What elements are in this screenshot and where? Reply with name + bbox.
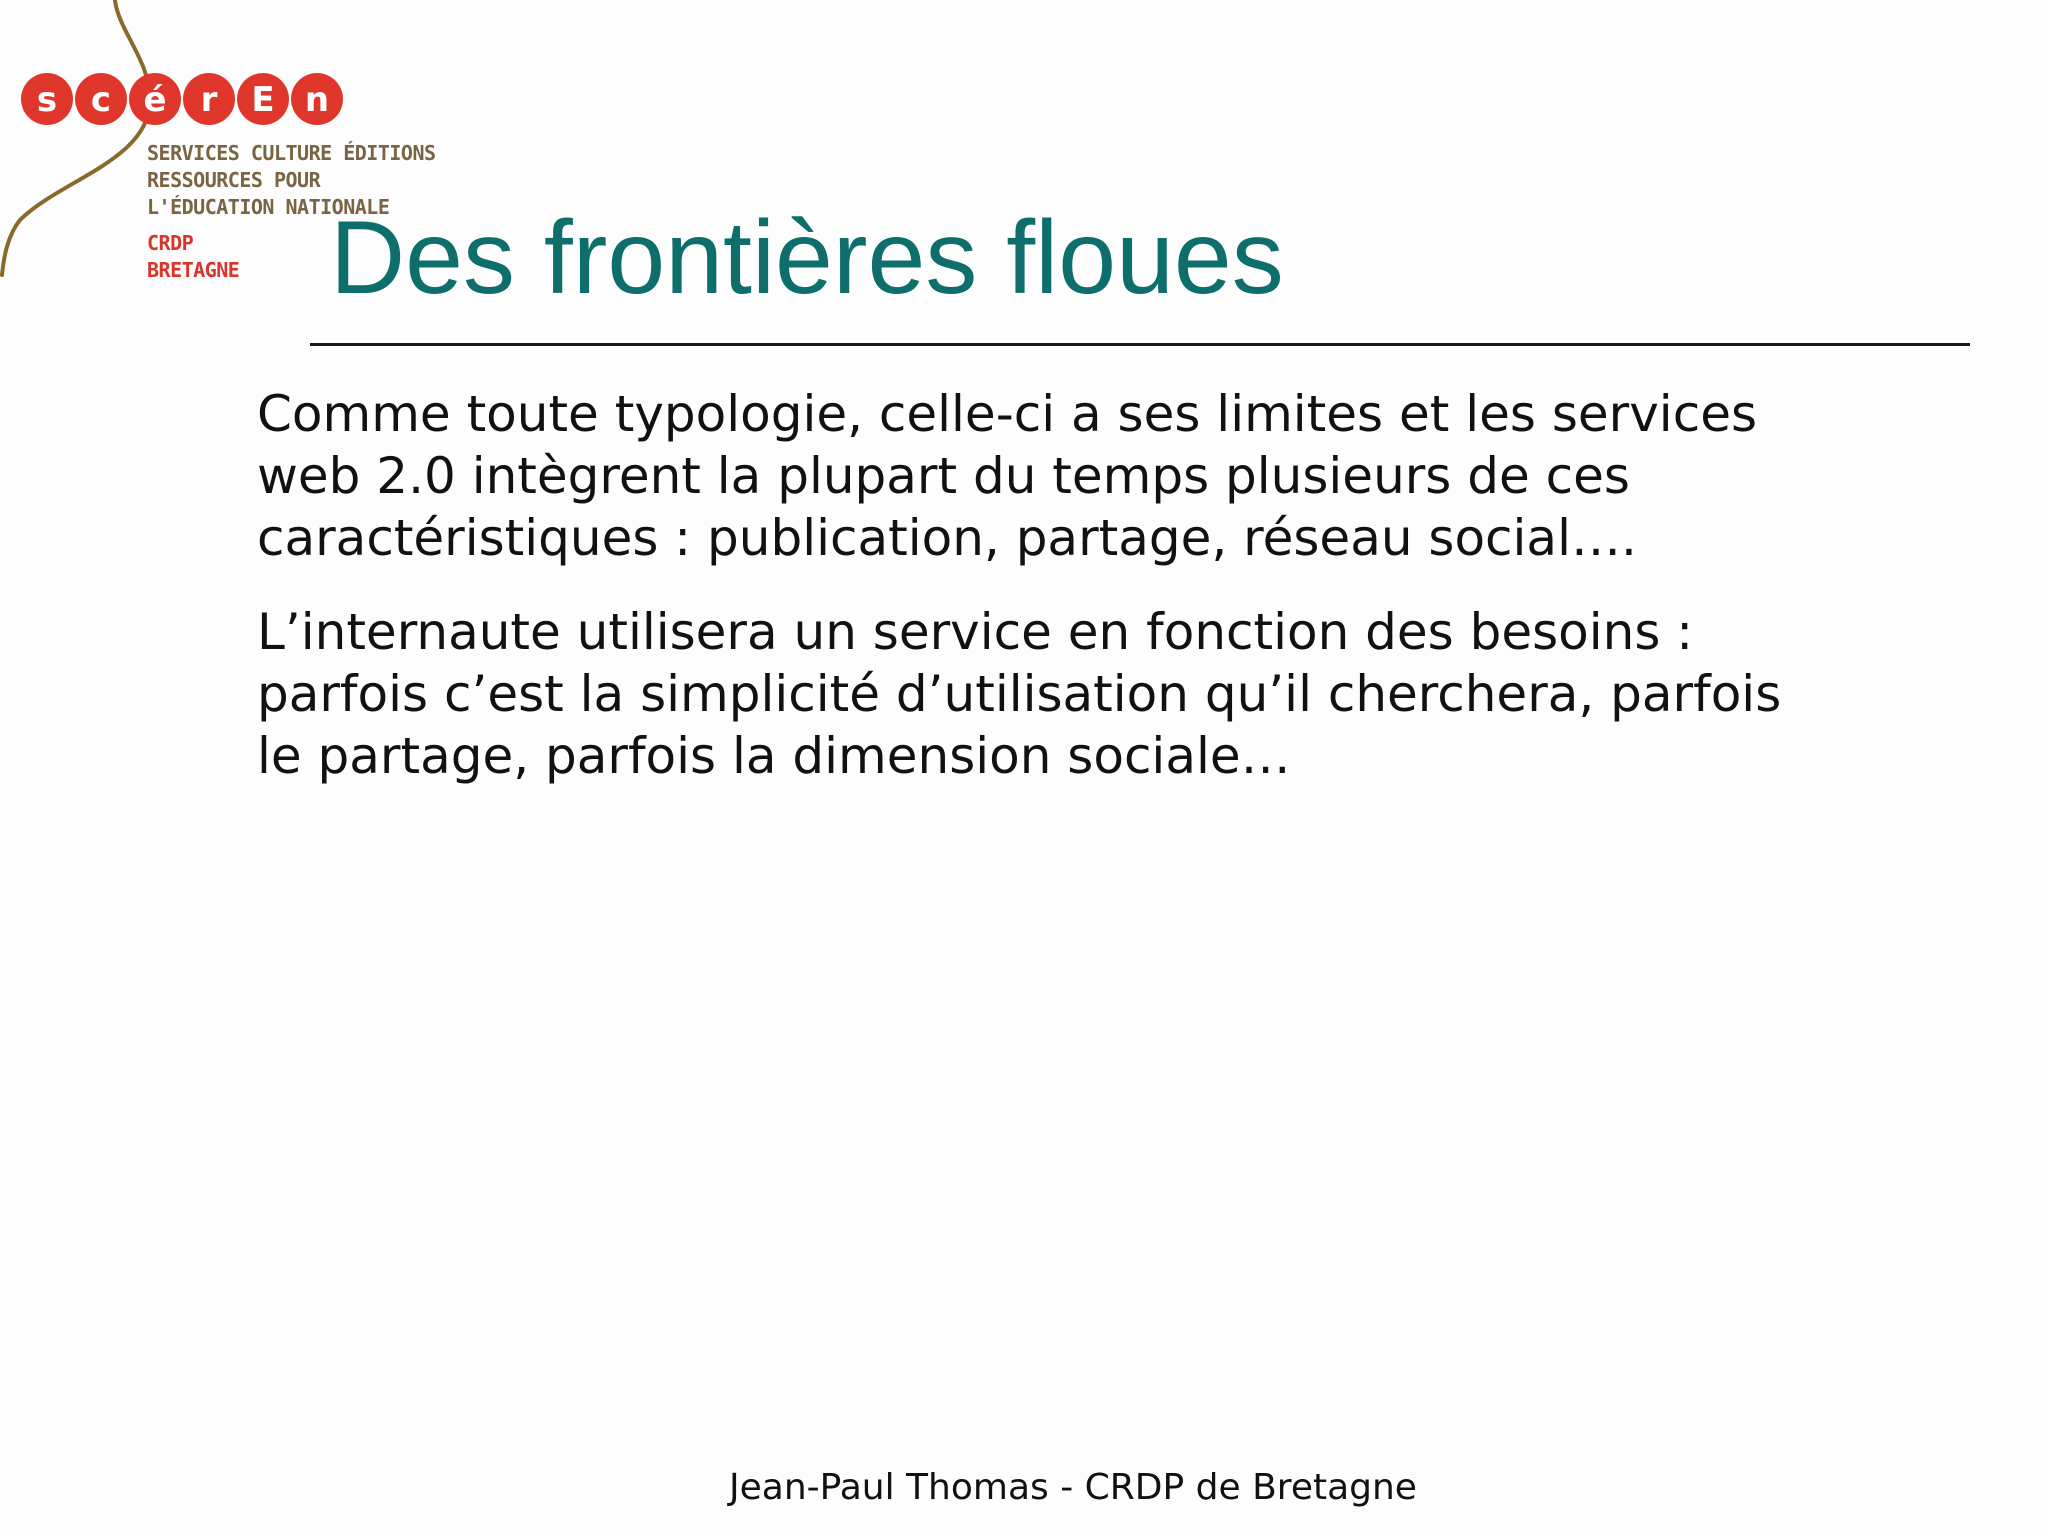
slide-body bbox=[257, 383, 1907, 819]
slide-title: Des frontières floues bbox=[330, 200, 1284, 316]
logo-crdp-text bbox=[147, 230, 239, 284]
logo-circles bbox=[21, 73, 343, 125]
body-line: parfois c’est la simplicité d’utilisation qu’il cherchera, parfois bbox=[257, 665, 1782, 723]
slide-footer: Jean-Paul Thomas - CRDP de Bretagne bbox=[729, 1467, 1417, 1508]
body-line: web 2.0 intègrent la plupart du temps plusieurs de ces bbox=[257, 447, 1630, 505]
logo-crdp-line: BRETAGNE bbox=[147, 258, 240, 282]
logo-letter: E bbox=[251, 80, 275, 120]
logo-letter: r bbox=[200, 80, 218, 120]
logo-services-line: SERVICES CULTURE ÉDITIONS bbox=[147, 141, 436, 165]
logo-services-line: RESSOURCES POUR bbox=[147, 168, 321, 192]
logo-letter: c bbox=[90, 80, 112, 120]
body-line: caractéristiques : publication, partage, réseau social…. bbox=[257, 509, 1637, 567]
logo-crdp-line: CRDP bbox=[147, 231, 194, 255]
logo-services-line: L'ÉDUCATION NATIONALE bbox=[147, 195, 390, 219]
body-paragraph bbox=[257, 601, 1907, 787]
body-line: L’internaute utilisera un service en fonction des besoins : bbox=[257, 603, 1694, 661]
logo-letter: n bbox=[304, 80, 330, 120]
logo-letter: s bbox=[36, 80, 58, 120]
body-paragraph bbox=[257, 383, 1907, 569]
body-line: Comme toute typologie, celle-ci a ses limites et les services bbox=[257, 385, 1757, 443]
ribbon-swoosh bbox=[2, 0, 150, 275]
title-divider bbox=[310, 343, 1970, 346]
body-line: le partage, parfois la dimension sociale… bbox=[257, 727, 1291, 785]
logo-letter: é bbox=[143, 80, 167, 120]
